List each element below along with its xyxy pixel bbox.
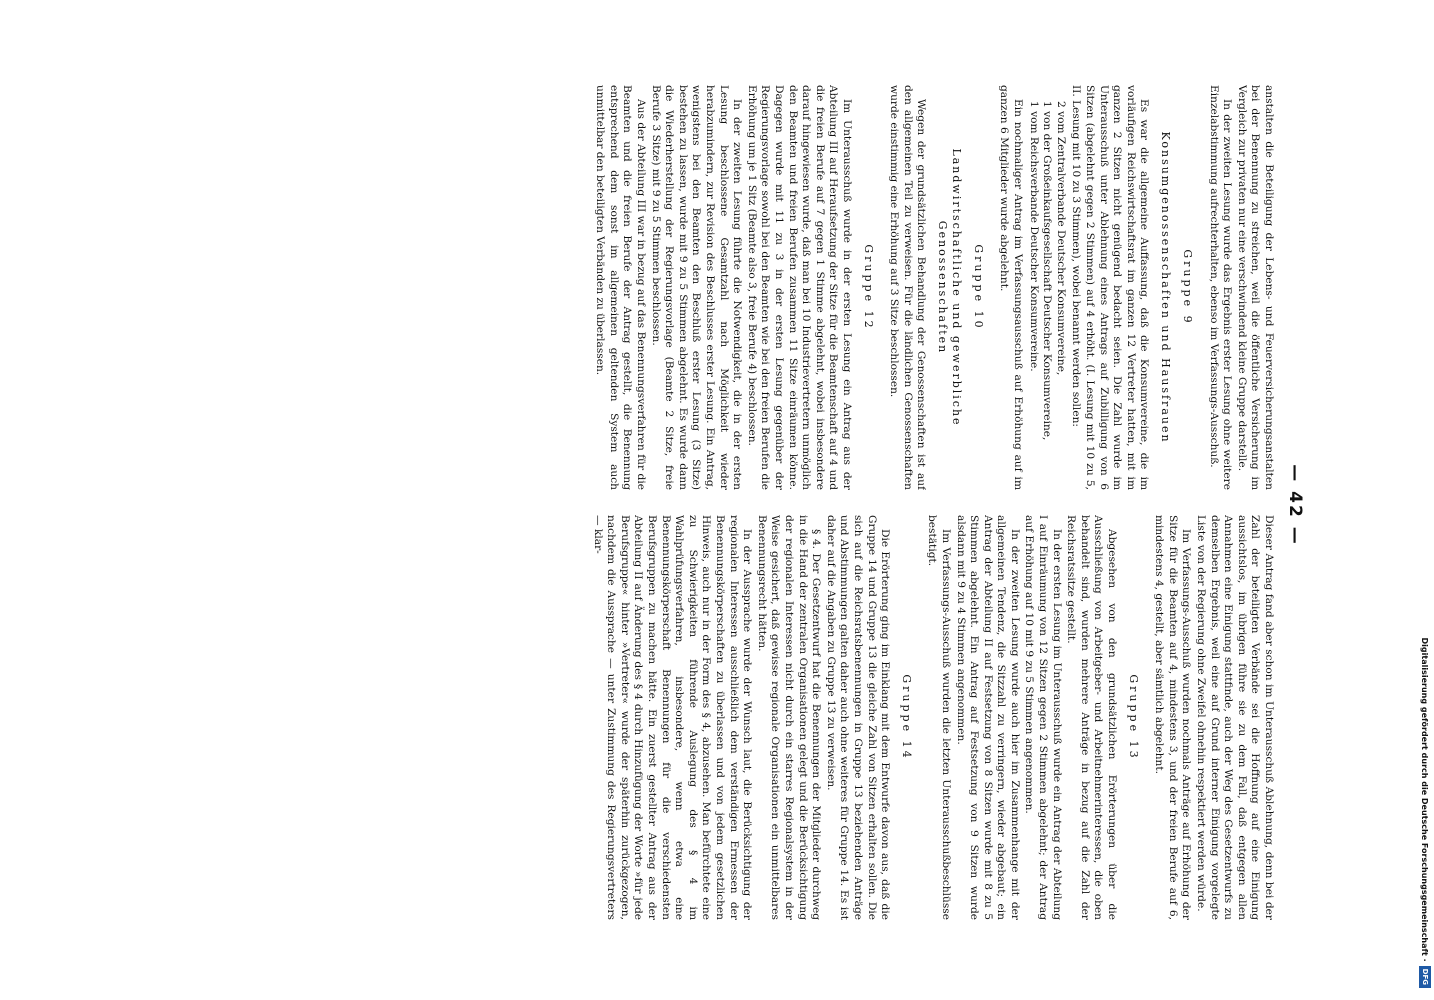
page-number: — 42 — bbox=[1285, 464, 1305, 546]
paragraph: Im Verfassungs-Ausschuß wurden nochmals Anträge auf Erhöhung der Sitze für die Beamten auf 4, mindestens 3, und der freien Berufe auf 6, mindestens 4, gestellt, aber sämtlich abgelehnt. bbox=[1153, 515, 1193, 920]
section-subheading: Landwirtschaftliche und gewerbliche Genossenschaften bbox=[936, 148, 964, 427]
paragraph: Es war die allgemeine Auffassung, daß die Konsumvereine, die im vorläufigen Reichswirtschaftsrat im ganzen 12 Vertreter hatten, mit im ganzen 2 Sitzen nicht genügend bedacht seien. Die Zahl wurde im Unterausschuß unter Ablehnung eines Antrags auf Zubilligung von 6 Sitzen (abgelehnt gegen 2 Stimmen) auf 4 erhöht. (I. Lesung mit 10 zu 5, II. Lesung mit 10 zu 3 Stimmen), wobei benannt werden sollen: bbox=[1070, 85, 1151, 490]
document-page bbox=[125, 85, 1305, 925]
left-column bbox=[125, 85, 1275, 490]
paragraph: Aus der Abteilung III war in bezug auf das Benennungsverfahren für die Beamten und die freien Berufe der Antrag gestellt, die Benennung entsprechend dem sonst im allgemeinen geltenden System auch unmittelbar den beteiligten Verbänden zu überlassen. bbox=[594, 85, 648, 490]
dfg-logo: DFG bbox=[1419, 966, 1431, 988]
paragraph: Wegen der grundsätzlichen Behandlung der Genossenschaften ist auf den allgemeinen Teil zu verweisen. Für die ländlichen Genossenschaften wurde einstimmig eine Erhöhung auf 3 Sitze beschlossen. bbox=[888, 85, 928, 490]
section-heading-gruppe-10: Gruppe 10 bbox=[971, 244, 985, 331]
section-heading-gruppe-14: Gruppe 14 bbox=[899, 674, 913, 761]
right-column bbox=[125, 515, 1275, 920]
list-item: 1 vom Reichsverbande Deutscher Konsumvereine. bbox=[1027, 101, 1040, 372]
section-subheading: Konsumgenossenschaften und Hausfrauen bbox=[1159, 131, 1173, 444]
credit-text: Digitalisierung gefördert durch die Deutsche Forschungsgemeinschaft · bbox=[1420, 637, 1430, 962]
paragraph: Abgesehen von den grundsätzlichen Erörterungen über die Ausschließung von Arbeitgeber- und Arbeitnehmerinteressen, die oben behandelt sind, wurden mehrere Anträge in bezug auf die Zahl der Reichsratssitze gestellt. bbox=[1065, 515, 1119, 920]
paragraph: Ein nochmaliger Antrag im Verfassungsausschuß auf Erhöhung auf im ganzen 6 Mitglieder wurde abgelehnt. bbox=[998, 85, 1025, 490]
paragraph: In der zweiten Lesung wurde auch hier im Zusammenhange mit der allgemeinen Tendenz, die Sitzzahl zu verringern, wieder abgebaut; ein Antrag der Abteilung II auf Festsetzung von 8 Sitzen wurde mit 8 zu 5 Stimmen abgelehnt. Ein Antrag auf Festsetzung von 9 Sitzen wurde alsdann mit 9 zu 4 Stimmen angenommen. bbox=[954, 515, 1021, 920]
paragraph: In der zweiten Lesung wurde das Ergebnis erster Lesung ohne weitere Einzelabstimmung aufrechterhalten, ebenso im Verfassungs-Ausschuß. bbox=[1207, 85, 1234, 490]
paragraph: Im Verfassungs-Ausschuß wurden die letzten Unterausschußbeschlüsse bestätigt. bbox=[926, 515, 952, 920]
paragraph: In der zweiten Lesung führte die Notwendigkeit, die in der ersten Lesung beschlossene Gesamtzahl nach Möglichkeit wieder herabzumindern, zur Revision des Beschlusses erster Lesung. Ein Antrag, wenigstens bei den Beamten den Beschluß erster Lesung (3 Sitze) bestehen zu lassen, wurde mit 9 zu 5 Stimmen abgelehnt. Es wurde dann die Wiederherstellung der Regierungsvorlage (Beamte 2 Sitze, freie Berufe 3 Sitze) mit 9 zu 5 Stimmen beschlossen. bbox=[649, 85, 744, 490]
paragraph: In der Aussprache wurde der Wunsch laut, die Berücksichtigung der regionalen Interessen ausschließlich dem verständigen Ermessen der Benennungskörperschaften zu überlassen und von jedem gesetzlichen Hinweis, auch nur in der Form des § 4, abzusehen. Man befürchtete eine zu Schwierigkeiten führende Auslegung des § 4 im Wahlprüfungsverfahren, insbesondere, wenn etwa eine Benennungskörperschaft Benennungen für die verschiedensten Berufsgruppen zu machen hätte. Ein zuerst gestellter Antrag aus der Abteilung II auf Änderung des § 4 durch Hinzufügung der Worte »für jede Berufsgruppe« hinter »Vertreter« wurde der späterhin zurückgezogen, nachdem die Aussprache — unter Zustimmung des Regierungsvertreters — klar- bbox=[591, 515, 754, 920]
section-heading-gruppe-9: Gruppe 9 bbox=[1181, 249, 1195, 326]
section-heading-gruppe-12: Gruppe 12 bbox=[861, 244, 875, 331]
section-heading-gruppe-13: Gruppe 13 bbox=[1126, 674, 1140, 761]
list bbox=[1026, 101, 1067, 490]
paragraph: Die Erörterung ging im Einklang mit dem Entwurfe davon aus, daß die Gruppe 14 und Gruppe 13 die gleiche Zahl von Sitzen erhalten sollen. Die sich auf die Reichsratsbenennungen in Gruppe 13 beziehenden Anträge und Abstimmungen galten daher auch ohne weiteres für Gruppe 14. Es ist daher auf die Angaben zu Gruppe 13 zu verweisen. bbox=[824, 515, 892, 920]
digitization-credit bbox=[1418, 8, 1432, 988]
paragraph: § 4. Der Gesetzentwurf hat die Benennungen der Mitglieder durchweg in die Hand der zentralen Organisationen gelegt und die Berücksichtigung der regionalen Interessen nicht durch ein starres Regionalsystem in der Weise gesichert, daß gewisse regionale Organisationen ein unmittelbares Benennungsrecht hätten. bbox=[755, 515, 823, 920]
paragraph: Dieser Antrag fand aber schon im Unterausschuß Ablehnung, denn bei der Zahl der beteiligten Verbände sei die Hoffnung auf eine Einigung aussichtslos, im übrigen führe sie zu dem Fall, daß entgegen allen Annahmen eine Einigung stattfinde, auch der Weg des Gesetzentwurfs zu demselben Ergebnis, weil eine auf Grund interner Einigung vorgelegte Liste von der Regierung ohne Zweifel ohnehin respektiert werden würde. bbox=[1195, 515, 1275, 920]
paragraph: anstalten die Beteiligung der Lebens- und Feuerversicherungsanstalten bei der Benennung zu streichen, weil die öffentliche Versicherung im Vergleich zur privaten nur eine verschwindend kleine Gruppe darstelle. bbox=[1235, 85, 1275, 490]
list-item: 1 von der Großeinkaufsgesellschaft Deutscher Konsumvereine, bbox=[1041, 101, 1054, 441]
paragraph: Im Unterausschuß wurde in der ersten Lesung ein Antrag aus der Abteilung III auf Heraufsetzung der Sitze für die Beamtenschaft auf 4 und die freien Berufe auf 7 gegen 1 Stimme abgelehnt, wobei insbesondere darauf hingewiesen wurde, daß man bei 10 Industrievertretern unmöglich den Beamten und freien Berufen zusammen 11 Sitze einräumen könne. Dagegen wurde mit 11 zu 3 in der ersten Lesung gegenüber der Regierungsvorlage sowohl bei den Beamten wie bei den freien Berufen die Erhöhung um je 1 Sitz (Beamte also 3, freie Berufe 4) beschlossen. bbox=[745, 85, 853, 490]
list-item: 2 vom Zentralverbande Deutscher Konsumvereine, bbox=[1054, 101, 1067, 376]
paragraph: In der ersten Lesung im Unterausschuß wurde ein Antrag der Abteilung I auf Einräumung von 12 Sitzen gegen 2 Stimmen abgelehnt; der Antrag auf Erhöhung auf 10 mit 9 zu 5 Stimmen angenommen. bbox=[1023, 515, 1063, 920]
